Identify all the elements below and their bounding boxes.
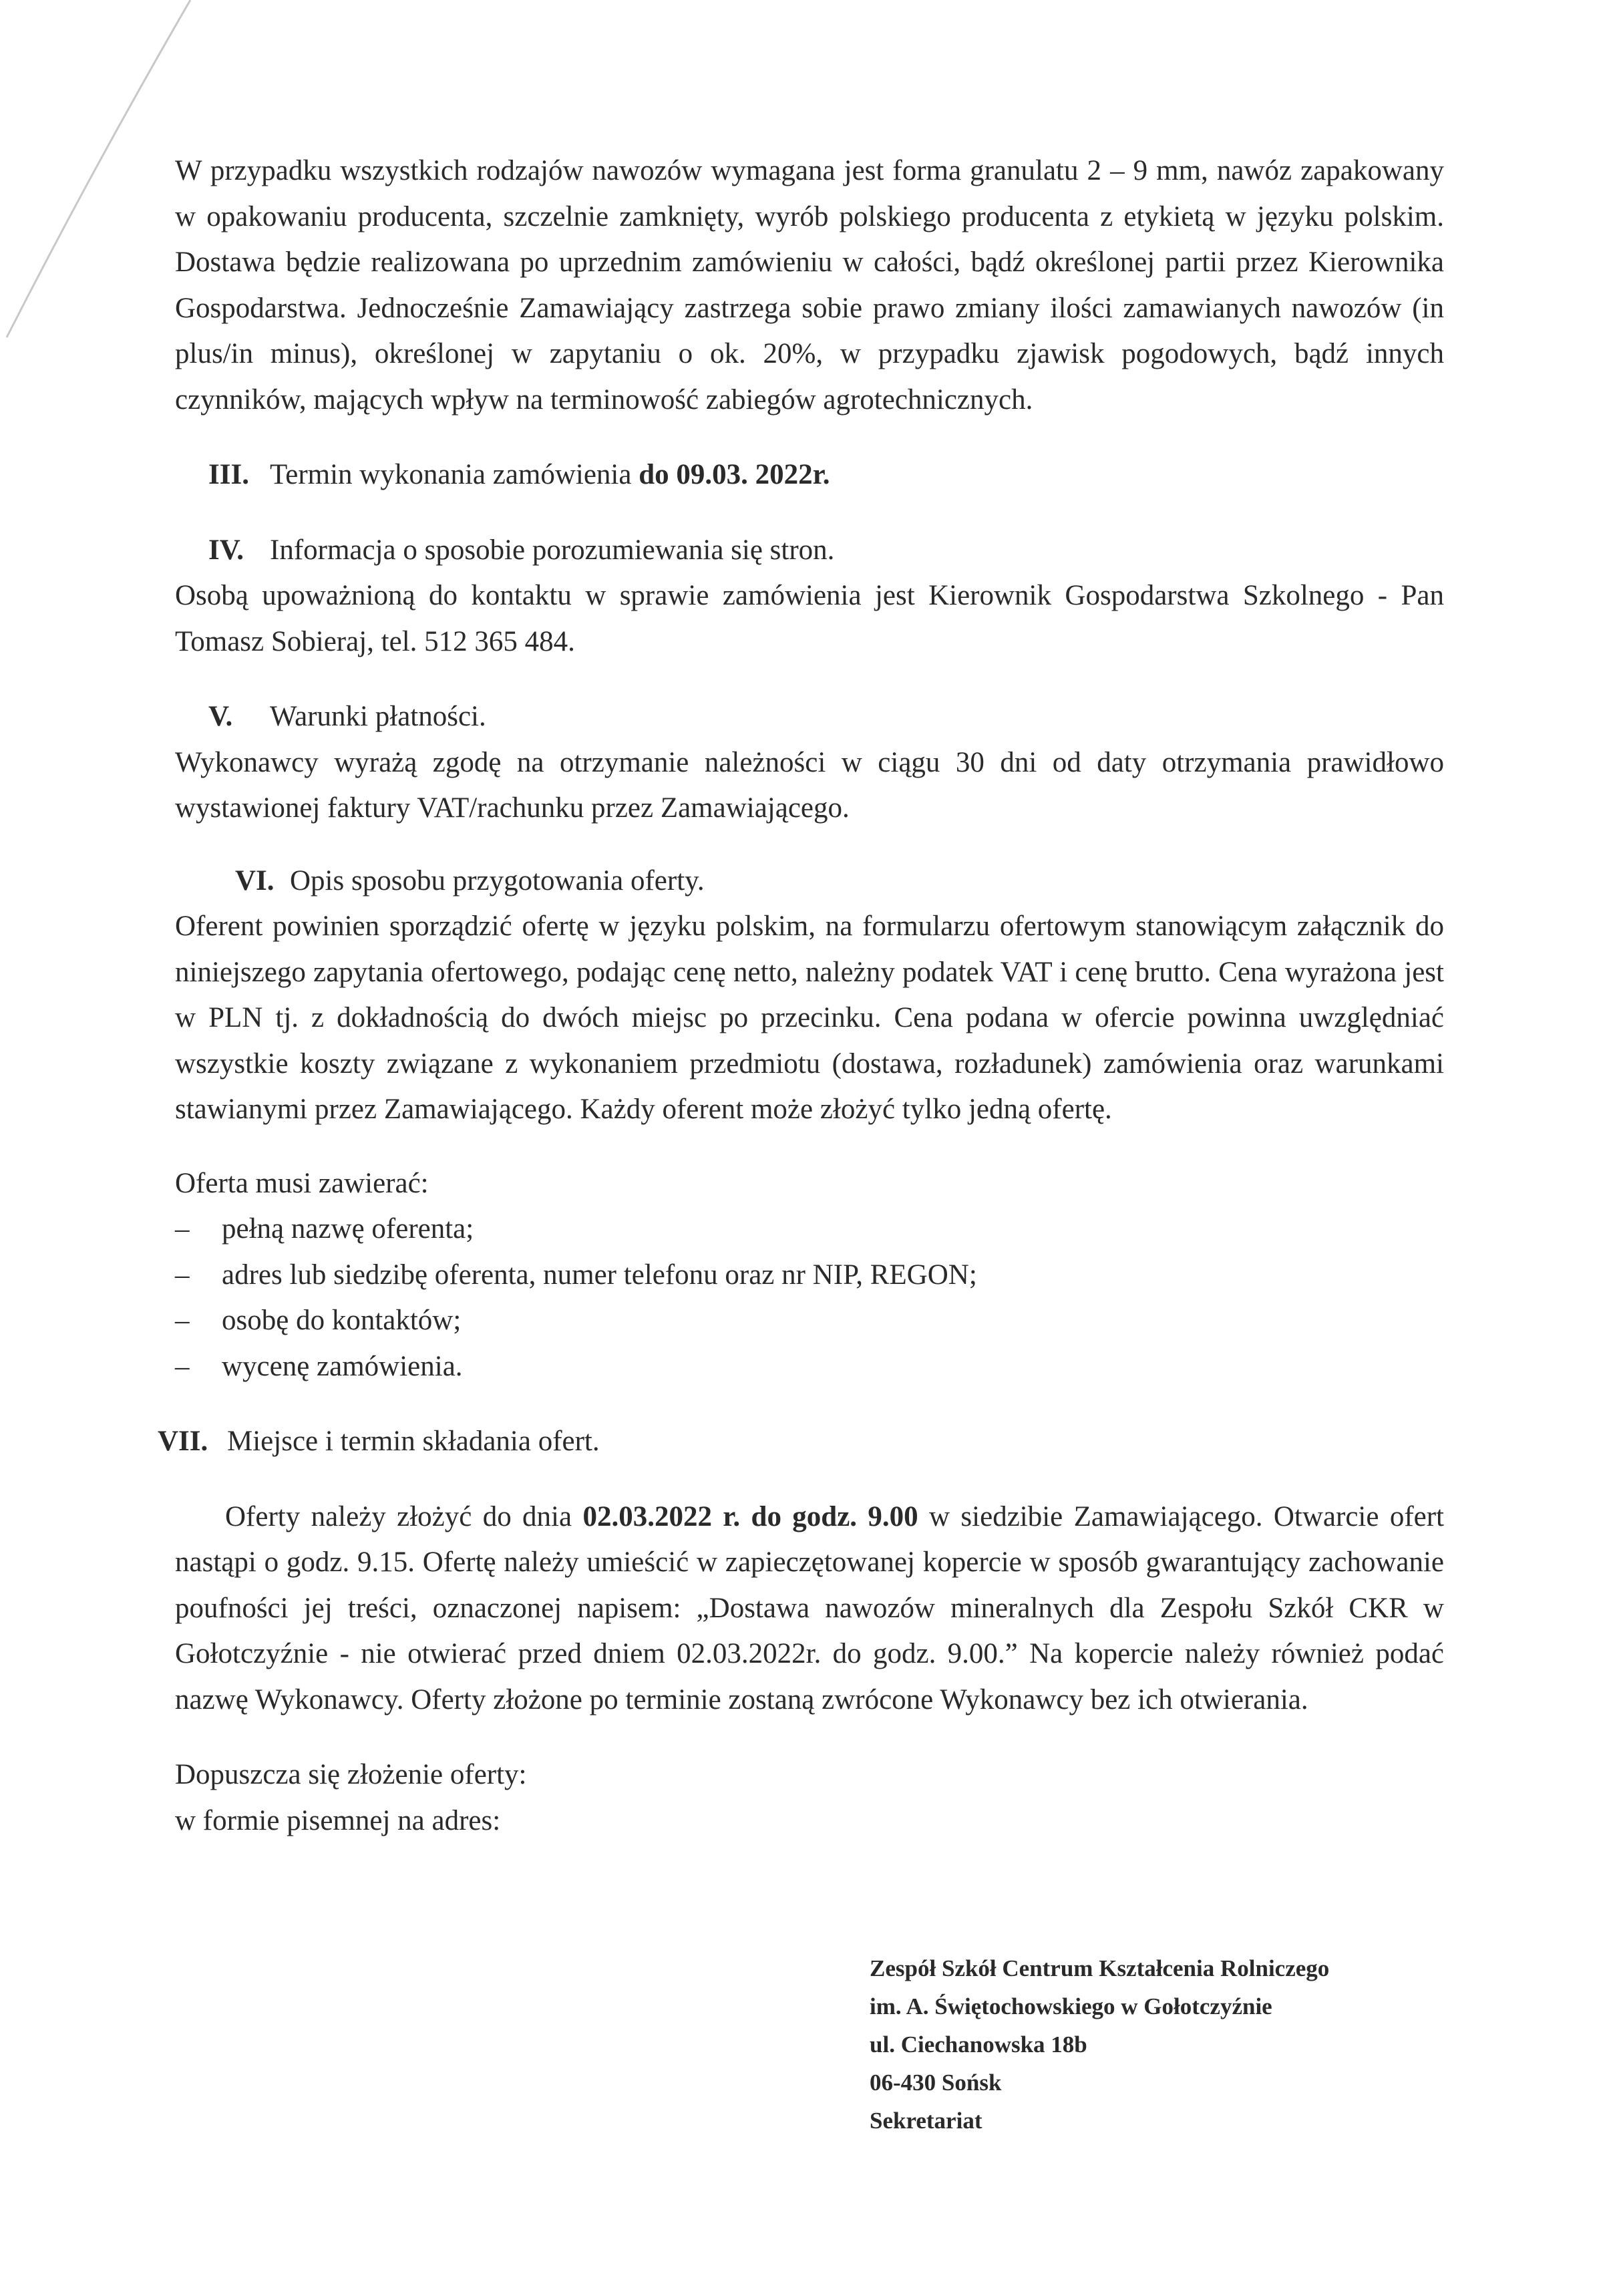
section-3-number: III. xyxy=(208,459,249,490)
submission-deadline: 02.03.2022 r. do godz. 9.00 xyxy=(582,1500,918,1532)
section-5-body: Wykonawcy wyrażą zgodę na otrzymanie należności w ciągu 30 dni od daty otrzymania prawidłowo wystawionej faktury VAT/rachunku przez Zamawiającego. xyxy=(175,746,1444,824)
address-line: Zespół Szkół Centrum Kształcenia Rolniczego xyxy=(870,1955,1330,1981)
address-line: 06-430 Sońsk xyxy=(870,2070,1002,2096)
document-page xyxy=(158,148,1444,1844)
scan-edge-artifact xyxy=(0,0,200,347)
section-4-title: Informacja o sposobie porozumiewania się stron. xyxy=(270,534,835,566)
address-line: ul. Ciechanowska 18b xyxy=(870,2031,1087,2058)
list-dash: – xyxy=(175,1213,190,1245)
list-dash: – xyxy=(175,1350,190,1382)
section-3-title: Termin wykonania zamówienia xyxy=(270,459,632,490)
list-item: – adres lub siedzibę oferenta, numer telefonu oraz nr NIP, REGON; xyxy=(175,1253,1444,1299)
section-5-heading xyxy=(175,694,1444,740)
offer-requirements-intro: Oferta musi zawierać: xyxy=(175,1167,429,1199)
section-5-number: V. xyxy=(208,701,233,732)
recipient-address xyxy=(870,1949,1329,2140)
section-4-heading xyxy=(175,528,1444,574)
section-6-title: Opis sposobu przygotowania oferty. xyxy=(290,864,705,896)
section-7-number: VII. xyxy=(158,1426,208,1457)
section-5-title: Warunki płatności. xyxy=(270,701,486,732)
section-7-title: Miejsce i termin składania ofert. xyxy=(227,1426,600,1457)
list-dash: – xyxy=(175,1305,190,1336)
intro-paragraph: W przypadku wszystkich rodzajów nawozów wymagana jest forma granulatu 2 – 9 mm, nawóz zapakowany w opakowaniu producenta, szczelnie zamknięty, wyrób polskiego producenta z etykietą w języku polskim. Dostawa będzie realizowana po uprzednim zamówieniu w całości, bądź określonej partii przez Kierownika Gospodarstwa. Jednocześnie Zamawiający zastrzega sobie prawo zmiany ilości zamawianych nawozów (in plus/in minus), określonej w zapytaniu o ok. 20%, w przypadku zjawisk pogodowych, bądź innych czynników, mających wpływ na terminowość zabiegów agrotechnicznych. xyxy=(175,155,1444,416)
section-6-body: Oferent powinien sporządzić ofertę w języku polskim, na formularzu ofertowym stanowiącym załącznik do niniejszego zapytania ofertowego, podając cenę netto, należny podatek VAT i cenę brutto. Cena wyrażona jest w PLN tj. z dokładnością do dwóch miejsc po przecinku. Cena podana w ofercie powinna uwzględniać wszystkie koszty związane z wykonaniem przedmiotu (dostawa, rozładunek) zamówienia oraz warunkami stawianymi przez Zamawiającego. Każdy oferent może złożyć tylko jedną ofertę. xyxy=(175,911,1444,1125)
list-item: – wycenę zamówienia. xyxy=(175,1344,1444,1390)
submission-note-line-2: w formie pisemnej na adres: xyxy=(175,1804,501,1836)
section-3-heading xyxy=(175,452,1444,498)
section-4-body: Osobą upoważnioną do kontaktu w sprawie zamówienia jest Kierownik Gospodarstwa Szkolnego - Pan Tomasz Sobieraj, tel. 512 365 484. xyxy=(175,580,1444,657)
list-dash: – xyxy=(175,1259,190,1291)
address-line: Sekretariat xyxy=(870,2108,982,2134)
section-7-body: Oferty należy złożyć do dnia 02.03.2022 r. do godz. 9.00 w siedzibie Zamawiającego. Otwarcie ofert nastąpi o godz. 9.15. Ofertę należy umieścić w zapieczętowanej kopercie w sposób gwarantujący zachowanie poufności jej treści, oznaczonej napisem: „Dostawa nawozów mineralnych dla Zespołu Szkół CKR w Gołotczyźnie - nie otwierać przed dniem 02.03.2022r. do godz. 9.00.” Na kopercie należy również podać nazwę Wykonawcy. Oferty złożone po terminie zostaną zwrócone Wykonawcy bez ich otwierania. xyxy=(175,1500,1444,1715)
offer-requirements-list xyxy=(175,1206,1444,1389)
submission-note-line-1: Dopuszcza się złożenie oferty: xyxy=(175,1759,527,1790)
address-line: im. A. Świętochowskiego w Gołotczyźnie xyxy=(870,1993,1272,2019)
section-6-number: VI. xyxy=(235,864,275,896)
section-3-date: do 09.03. 2022r. xyxy=(639,459,830,490)
list-item: – osobę do kontaktów; xyxy=(175,1298,1444,1344)
list-item: – pełną nazwę oferenta; xyxy=(175,1206,1444,1253)
section-4-number: IV. xyxy=(208,534,244,566)
section-6-heading xyxy=(175,858,1444,905)
section-7-heading xyxy=(158,1419,1444,1465)
